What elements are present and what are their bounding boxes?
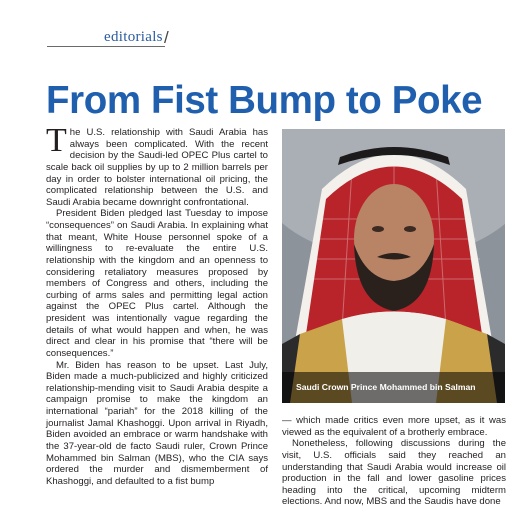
article-paragraph: President Biden pledged last Tuesday to impose “consequences” on Saudi Arabia. In explaining what that meant, White House personnel spoke of a willingness to re-evaluate the entire U.S. relationship with the kingdom and an openness to considering retaliatory measures proposed by members of Congress and others, including the curbing of arms sales and permitting legal action against the OPEC Plus cartel. Although the president was intentionally vague regarding the details of what would happen and when, he was direct and clear in his promise that “there will be consequences.” [46,208,268,359]
section-slash: / [164,28,169,47]
drop-cap: T [46,122,67,159]
section-label: editorials [104,29,163,45]
portrait-illustration [282,129,505,403]
section-rule [47,46,165,47]
article-paragraph: Nonetheless, following discussions during the visit, U.S. officials said they reached an understanding that Saudi Arabia would increase oil production in the fall and lower gasoline prices heading into the critical, upcoming midterm elections. And now, MBS and the Saudis have done [282,438,506,508]
article-paragraph: Mr. Biden has reason to be upset. Last July, Biden made a much-publicized and highly criticized relationship-mending visit to Saudi Arabia despite a campaign promise to make the kingdom an international “pariah” for the 2018 killing of the journalist Jamal Khashoggi. Upon arrival in Riyadh, Biden avoided an embrace or warm handshake with the 37-year-old de facto Saudi ruler, Crown Prince Mohammed bin Salman (MBS), who the CIA says ordered the murder and dismemberment of Khashoggi, and defaulted to a fist bump [46,359,268,487]
eye-right [404,226,416,232]
headline: From Fist Bump to Poke [46,79,483,122]
paragraph-text: he U.S. relationship with Saudi Arabia has always been complicated. With the recent decision by the Saudi-led OPEC Plus cartel to scale back oil supplies by up to 2 million barrels per day in order to bolster international oil pricing, the complicated relationship between the U.S. and Saudi Arabia became downright confrontational. [46,127,268,208]
eye-left [372,226,384,232]
article-column-left [46,122,268,487]
portrait-photo [282,129,505,403]
photo-caption: Saudi Crown Prince Mohammed bin Salman [282,372,505,403]
article-paragraph: — which made critics even more upset, as it was viewed as the equivalent of a brotherly embrace. [282,415,506,438]
article-paragraph [46,122,268,208]
article-column-right [282,415,506,508]
